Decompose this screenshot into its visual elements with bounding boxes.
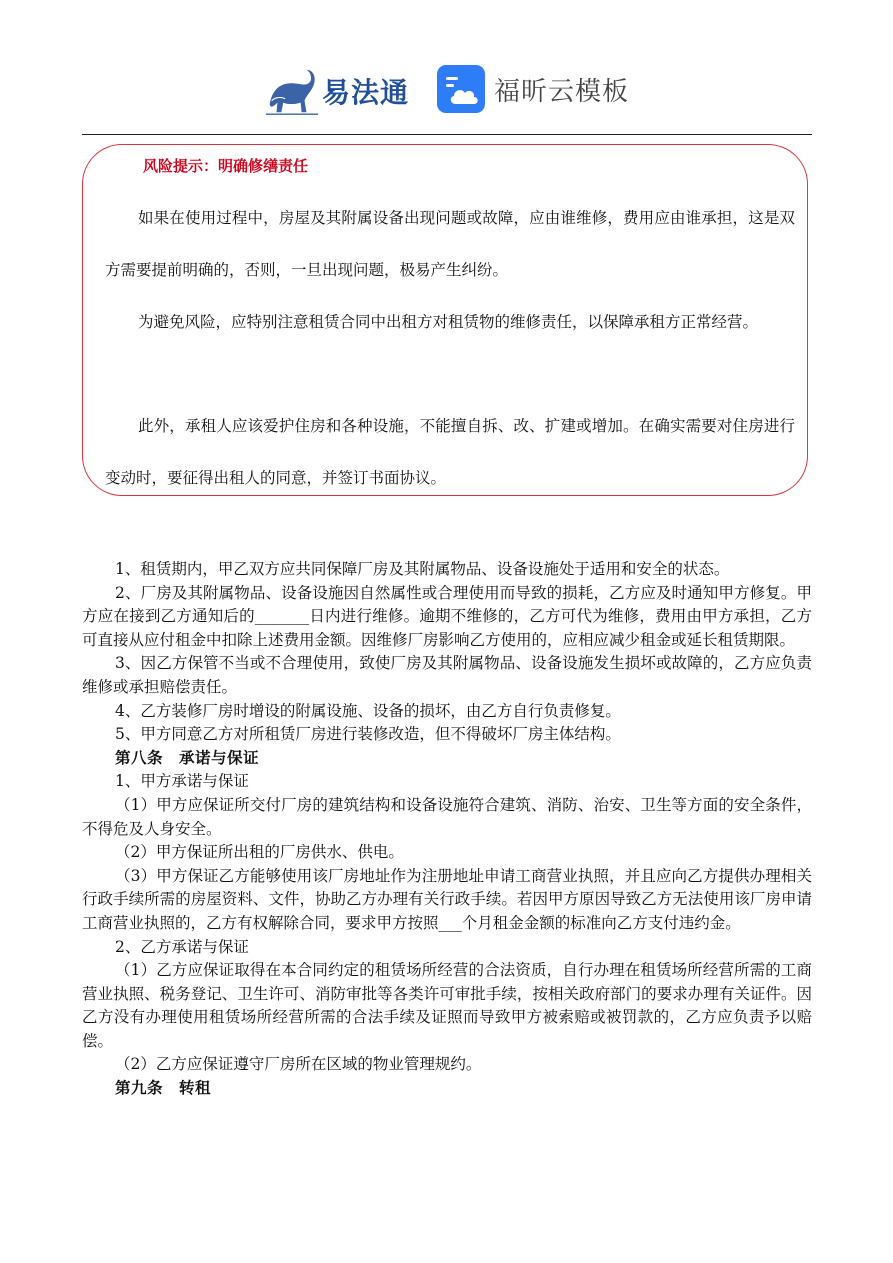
risk-notice-title: 风险提示：明确修缮责任 — [143, 157, 309, 175]
clause-paragraph: （2）甲方保证所出租的厂房供水、供电。 — [115, 843, 404, 862]
foxit-logo-text: 福昕云模板 — [494, 76, 630, 107]
clause-paragraph: 4、乙方装修厂房时增设的附属设施、设备的损坏，由乙方自行负责修复。 — [115, 701, 621, 720]
clause-paragraph: 5、甲方同意乙方对所租赁厂房进行装修改造，但不得破坏厂房主体结构。 — [115, 725, 621, 744]
article-heading: 第八条 承诺与保证 — [115, 748, 260, 767]
clause-paragraph: （1）乙方应保证取得在本合同约定的租赁场所经营的合法资质，自行办理在租赁场所经营所需的工商营业执照、税务登记、卫生许可、消防审批等各类许可审批手续，按相关政府部门的要求办理有关证件。因乙方没有办理使用租赁场所经营所需的合法手续及证照而导致甲方被索赔或被罚款的，乙方应负责予以赔偿。 — [82, 961, 812, 1050]
qilin-icon — [262, 62, 320, 120]
clause-paragraph: 1、租赁期内，甲乙双方应共同保障厂房及其附属物品、设备设施处于适用和安全的状态。 — [115, 560, 730, 578]
clause-paragraph: （2）乙方应保证遵守厂房所在区域的物业管理规约。 — [115, 1055, 482, 1074]
contract-body — [82, 558, 812, 1101]
yifatong-logo-text: 易法通 — [322, 76, 410, 109]
risk-paragraph: 如果在使用过程中，房屋及其附属设备出现问题或故障，应由谁维修，费用应由谁承担，这是双方需要提前明确的，否则，一旦出现问题，极易产生纠纷。 — [105, 209, 795, 279]
risk-notice-box — [82, 144, 808, 496]
clause-paragraph: （3）甲方保证乙方能够使用该厂房地址作为注册地址申请工商营业执照，并且应向乙方提供办理相关行政手续所需的房屋资料、文件，协助乙方办理有关行政手续。若因甲方原因导致乙方无法使用该厂房申请工商营业执照的，乙方有权解除合同，要求甲方按照___个月租金金额的标准向乙方支付违约金。 — [82, 866, 812, 932]
yifatong-logo — [262, 60, 412, 122]
subsection-heading: 1、甲方承诺与保证 — [115, 772, 249, 791]
article-heading: 第九条 转租 — [115, 1079, 212, 1098]
risk-paragraph: 为避免风险，应特别注意租赁合同中出租方对租赁物的维修责任，以保障承租方正常经营。 — [138, 313, 759, 331]
subsection-heading: 2、乙方承诺与保证 — [115, 937, 249, 956]
clause-paragraph: 2、厂房及其附属物品、设备设施因自然属性或合理使用而导致的损耗，乙方应及时通知甲方修复。甲方应在接到乙方通知后的_______日内进行维修。逾期不维修的，乙方可代为维修，费用由甲方承担，乙方可直接从应付租金中扣除上述费用金额。因维修厂房影响乙方使用的，应相应减少租金或延长租赁期限。 — [82, 583, 812, 649]
header-divider — [82, 134, 812, 135]
page-header — [0, 52, 893, 132]
clause-paragraph: 3、因乙方保管不当或不合理使用，致使厂房及其附属物品、设备设施发生损坏或故障的，乙方应负责维修或承担赔偿责任。 — [82, 654, 812, 696]
foxit-logo — [436, 64, 629, 114]
cloud-document-icon — [436, 64, 486, 114]
clause-paragraph: （1）甲方应保证所交付厂房的建筑结构和设备设施符合建筑、消防、治安、卫生等方面的安全条件，不得危及人身安全。 — [82, 795, 812, 838]
risk-paragraph: 此外，承租人应该爱护住房和各种设施，不能擅自拆、改、扩建或增加。在确实需要对住房进行变动时，要征得出租人的同意，并签订书面协议。 — [105, 417, 795, 487]
